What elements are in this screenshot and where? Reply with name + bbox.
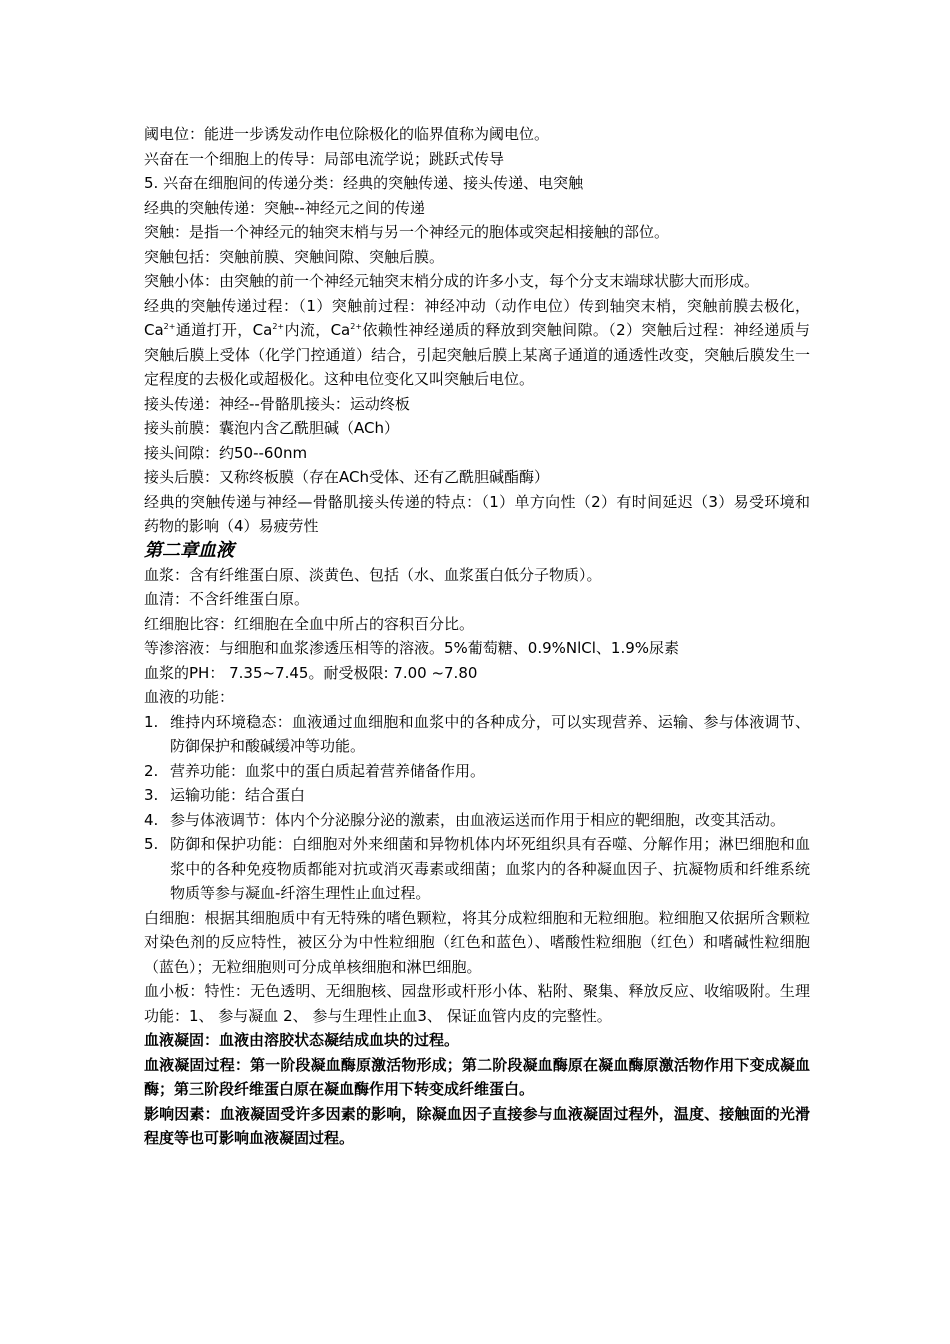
list-item: [144, 808, 810, 833]
text-line: 阈电位：能进一步诱发动作电位除极化的临界值称为阈电位。: [144, 125, 550, 143]
coagulation-paragraph: 血液凝固：血液由溶胶状态凝结成血块的过程。: [144, 1031, 460, 1049]
blood-functions-list: [144, 710, 810, 906]
text-line: 兴奋在一个细胞上的传导：局部电流学说；跳跃式传导: [144, 149, 505, 168]
list-item-text: 参与体液调节：体内个分泌腺分泌的激素，由血液运送而作用于相应的靶细胞，改变其活动。: [170, 810, 786, 829]
white-cells-paragraph: 白细胞：根据其细胞质中有无特殊的嗜色颗粒，将其分成粒细胞和无粒细胞。粒细胞又依据所含颗粒对染色剂的反应特性，被区分为中性粒细胞（红色和蓝色）、嗜酸性粒细胞（红色）和嗜碱性粒细胞（蓝色）；无粒细胞则可分成单核细胞和淋巴细胞。: [144, 908, 810, 976]
superscript: 2+: [163, 322, 176, 331]
list-item-text: 营养功能：血浆中的蛋白质起着营养储备作用。: [170, 761, 486, 780]
influence-factors-paragraph: 影响因素：血液凝固受许多因素的影响，除凝血因子直接参与血液凝固过程外，温度、接触面的光滑程度等也可影响血液凝固过程。: [144, 1104, 810, 1147]
text-line: 红细胞比容：红细胞在全血中所占的容积百分比。: [144, 614, 475, 633]
text-line: 5. 兴奋在细胞间的传递分类：经典的突触传递、接头传递、电突触: [144, 174, 584, 192]
list-item-text: 运输功能：结合蛋白: [170, 786, 306, 804]
synaptic-body-paragraph: 突触小体：由突触的前一个神经元轴突末梢分成的许多小支，每个分支末端球状膨大而形成。: [144, 272, 760, 290]
superscript: 2+: [272, 322, 285, 331]
list-item: [144, 759, 810, 784]
list-number: 2.: [144, 761, 159, 780]
list-number: 3.: [144, 786, 159, 804]
text-line: 突触包括：突触前膜、突触间隙、突触后膜。: [144, 247, 445, 266]
superscript: 2+: [350, 322, 363, 331]
text-run: 经典的突触传递过程：（1）突触前过程：神经冲动（动作电位）传到轴突末梢，突触前膜去极化，Ca: [144, 296, 810, 339]
text-line: 血浆：含有纤维蛋白原、淡黄色、包括（水、血浆蛋白低分子物质）。: [144, 565, 602, 584]
list-item: [144, 832, 810, 906]
list-number: 1.: [144, 712, 159, 731]
list-item-text: 维持内环境稳态：血液通过血细胞和血浆中的各种成分，可以实现营养、运输、参与体液调节、防御保护和酸碱缓冲等功能。: [170, 712, 810, 755]
text-line: 经典的突触传递：突触--神经元之间的传递: [144, 198, 425, 217]
text-line: 接头间隙：约50--60nm: [144, 443, 308, 462]
transmission-process-paragraph: [144, 294, 810, 392]
text-line: 接头前膜：囊泡内含乙酰胆碱（ACh）: [144, 419, 399, 437]
list-item: [144, 783, 810, 808]
chapter-heading: 第二章血液: [144, 539, 234, 561]
text-line: 接头传递：神经--骨骼肌接头：运动终板: [144, 394, 410, 413]
list-item: [144, 710, 810, 759]
list-number: 5.: [144, 835, 159, 853]
coagulation-process-paragraph: 血液凝固过程：第一阶段凝血酶原激活物形成；第二阶段凝血酶原在凝血酶原激活物作用下变成凝血酶；第三阶段纤维蛋白原在凝血酶作用下转变成纤维蛋白。: [144, 1055, 810, 1098]
platelets-paragraph: 血小板：特性：无色透明、无细胞核、园盘形或杆形小体、粘附、聚集、释放反应、收缩吸附。生理功能：1、 参与凝血 2、 参与生理性止血3、 保证血管内皮的完整性。: [144, 982, 810, 1025]
text-run: 内流，Ca: [284, 321, 351, 339]
text-line: 接头后膜：又称终板膜（存在ACh受体、还有乙酰胆碱酯酶）: [144, 468, 549, 486]
list-item-text: 防御和保护功能：白细胞对外来细菌和异物机体内坏死组织具有吞噬、分解作用；淋巴细胞和血浆中的各种免疫物质都能对抗或消灭毒素或细菌；血浆内的各种凝血因子、抗凝物质和纤维系统物质等参与凝血-纤溶生理性止血过程。: [170, 835, 810, 902]
list-number: 4.: [144, 810, 159, 829]
text-run: 通道打开，Ca: [175, 321, 273, 339]
text-line: 等渗溶液：与细胞和血浆渗透压相等的溶液。5%葡萄糖、0.9%NlCl、1.9%尿素: [144, 639, 680, 657]
text-line: 血液的功能：: [144, 688, 235, 706]
text-line: 血清：不含纤维蛋白原。: [144, 590, 310, 608]
features-paragraph: 经典的突触传递与神经—骨骼肌接头传递的特点：（1）单方向性（2）有时间延迟（3）易受环境和药物的影响（4）易疲劳性: [144, 492, 810, 535]
text-line: 突触：是指一个神经元的轴突末梢与另一个神经元的胞体或突起相接触的部位。: [144, 223, 670, 241]
text-run: 依赖性神经递质的释放到突触间隙。（2）突触后过程：神经递质与突触后膜上受体（化学门控通道）结合，引起突触后膜上某离子通道的通透性改变，突触后膜发生一定程度的去极化或超极化。这种电位变化又叫突触后电位。: [144, 321, 811, 388]
text-line: 血浆的PH： 7.35~7.45。耐受极限: 7.00 ~7.80: [144, 663, 478, 682]
